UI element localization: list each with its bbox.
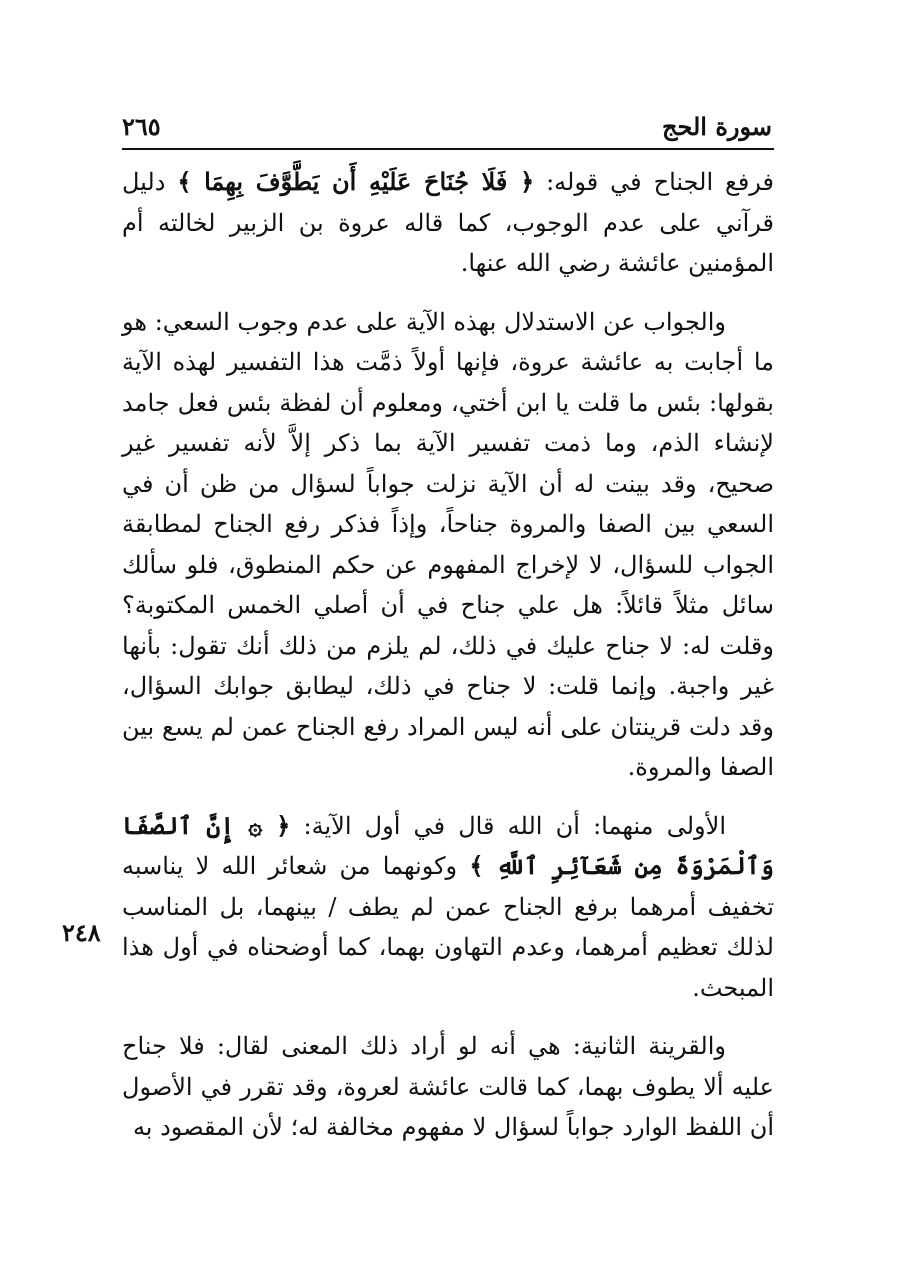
paragraph-1-after: دليل قرآني على عدم الوجوب، كما قاله عروة بن الزبير لخالته أم المؤمنين عائشة رضي الله عنها. [122, 168, 775, 277]
page-number: ٢٦٥ [122, 112, 161, 141]
page-header [122, 110, 772, 146]
paragraph-1-before: فرفع الجناح في قوله: [534, 168, 775, 196]
paragraph-4: والقرينة الثانية: هي أنه لو أراد ذلك المعنى لقال: فلا جناح عليه ألا يطوف بهما، كما قالت عائشة لعروة، وقد تقرر في الأصول أن اللفظ الوارد جواباً لسؤال لا مفهوم مخالفة له؛ لأن المقصود به [122, 1032, 774, 1141]
paragraph-3 [122, 806, 774, 1009]
quran-verse-2: ﴿ ۞ إِنَّ ٱلصَّفَا وَٱلْمَرْوَةَ مِن شَعَآئِرِ ٱللَّهِ ﴾ [122, 810, 774, 880]
body-text [122, 162, 774, 1148]
paragraph-gap [122, 284, 774, 302]
paragraph-3-before: الأولى منهما: أن الله قال في أول الآية: [290, 811, 726, 840]
paragraph-1 [122, 162, 774, 284]
paragraph-3-after: وكونهما من شعائر الله لا يناسبه تخفيف أمرهما برفع الجناح عمن لم يطف / بينهما، بل المناسب لذلك تعظيم أمرهما، وعدم التهاون بهما، كما أوضحناه في أول هذا المبحث. [122, 852, 774, 1002]
quran-verse-1: ﴿ فَلَا جُنَاحَ عَلَيْهِ أَن يَطَّوَّفَ بِهِمَا ﴾ [177, 167, 535, 196]
surah-title: سورة الحج [662, 112, 772, 141]
paragraph-gap [122, 788, 774, 806]
margin-page-reference: ٢٤٨ [62, 918, 101, 947]
header-divider [122, 148, 774, 150]
paragraph-gap [122, 1008, 774, 1026]
paragraph-2: والجواب عن الاستدلال بهذه الآية على عدم وجوب السعي: هو ما أجابت به عائشة عروة، فإنها أولاً ذمَّت هذا التفسير لهذه الآية بقولها: بئس ما قلت يا ابن أختي، ومعلوم أن لفظة بئس فعل جامد لإنشاء الذم، وما ذمت تفسير الآية بما ذكر إلاَّ لأنه تفسير غير صحيح، وقد بينت له أن الآية نزلت جواباً لسؤال من ظن أن في السعي بين الصفا والمروة جناحاً، وإذاً فذكر رفع الجناح لمطابقة الجواب للسؤال، لا لإخراج المفهوم عن حكم المنطوق، فلو سألك سائل مثلاً قائلاً: هل علي جناح في أن أصلي الخمس المكتوبة؟ وقلت له: لا جناح عليك في ذلك، لم يلزم من ذلك أنك تقول: بأنها غير واجبة. وإنما قلت: لا جناح في ذلك، ليطابق جوابك السؤال، وقد دلت قرينتان على أنه ليس المراد رفع الجناح عمن لم يسع بين الصفا والمروة. [122, 307, 774, 781]
